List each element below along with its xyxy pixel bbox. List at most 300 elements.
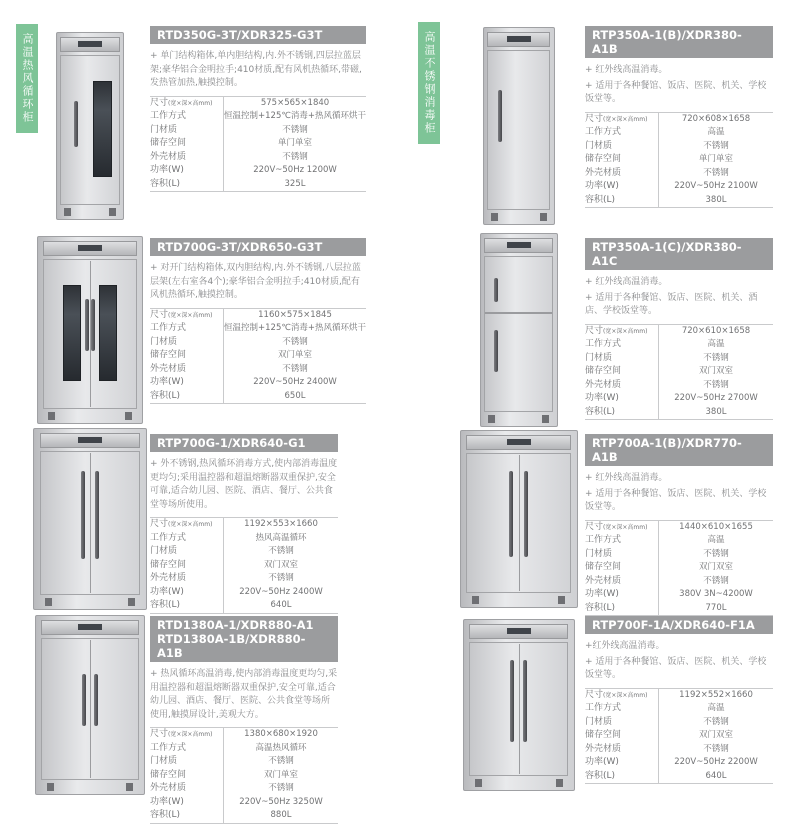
spec-row	[585, 770, 773, 784]
spec-label: 工作方式	[585, 703, 622, 713]
spec-label: 容积(L)	[585, 770, 616, 781]
product-image	[400, 233, 585, 427]
spec-value: 高温	[658, 126, 773, 140]
spec-value: 720×608×1658	[658, 113, 773, 127]
door-divider	[485, 312, 552, 314]
spec-label: 工作方式	[150, 323, 187, 333]
spec-label: 工作方式	[585, 339, 622, 349]
spec-label-sub: (宽×深×高mm)	[168, 99, 213, 107]
spec-row	[585, 521, 773, 535]
spec-label: 外壳材质	[585, 167, 622, 178]
spec-row	[150, 769, 338, 783]
product-card	[400, 428, 800, 613]
cabinet-illustration	[35, 615, 145, 795]
cabinet-foot	[542, 415, 549, 423]
spec-value: 单门单室	[223, 137, 366, 151]
cabinet-foot	[472, 596, 479, 604]
spec-row	[585, 575, 773, 589]
door-handle	[91, 299, 95, 351]
product-model-bar	[585, 434, 773, 466]
spec-label: 功率(W)	[150, 586, 184, 597]
spec-row	[585, 194, 773, 208]
product-description	[150, 458, 338, 512]
description-line: + 单门结构箱体,单内胆结构,内.外不锈钢,四层拉蓝层架;豪华铝合金明拉手;410材质,配有风机热循环,带磁,发热管加热,触摸控制。	[150, 51, 362, 88]
spec-value: 不锈钢	[223, 782, 338, 796]
spec-label: 功率(W)	[150, 796, 184, 807]
spec-label: 储存空间	[150, 350, 187, 360]
control-panel	[41, 620, 138, 635]
product-info	[150, 20, 366, 192]
spec-row	[150, 586, 338, 600]
spec-value: 双门单室	[223, 349, 366, 363]
product-model-bar	[150, 434, 338, 452]
spec-value: 高温	[658, 702, 773, 716]
description-line: + 外不锈钢,热风循环消毒方式,使内部消毒温度更均匀;采用温控器和超温熔断器双重保护,安全可靠,适合幼儿园、医院、酒店、餐厅、公共食堂等场所使用。	[150, 459, 338, 510]
spec-label: 储存空间	[150, 769, 187, 780]
spec-label: 尺寸(宽×深×高mm)	[585, 689, 648, 700]
spec-label-sub: (宽×深×高mm)	[168, 311, 213, 319]
product-info	[150, 232, 366, 404]
spec-label: 功率(W)	[150, 377, 184, 387]
spec-row	[585, 729, 773, 743]
product-model-bar	[150, 616, 338, 662]
spec-row	[585, 325, 773, 339]
spec-value: 380L	[658, 194, 773, 208]
spec-label: 功率(W)	[150, 165, 184, 175]
spec-label: 容积(L)	[585, 194, 616, 205]
description-line: + 红外线高温消毒。	[585, 277, 668, 287]
display-screen	[507, 628, 531, 634]
door-window	[63, 285, 81, 381]
cabinet-foot	[109, 208, 116, 216]
product-card	[0, 428, 400, 610]
spec-value: 不锈钢	[223, 151, 366, 165]
spec-label: 尺寸(宽×深×高mm)	[150, 729, 213, 739]
spec-value: 热风高温循环	[223, 532, 338, 546]
door-window	[99, 285, 117, 381]
spec-label: 外壳材质	[150, 783, 187, 793]
description-line: +红外线高温消毒。	[585, 641, 665, 651]
product-image	[400, 619, 585, 791]
spec-value: 不锈钢	[658, 743, 773, 757]
model-number: RTP350A-1(B)/XDR380-A1B	[592, 28, 742, 56]
spec-value: 不锈钢	[658, 548, 773, 562]
spec-label: 门材质	[585, 716, 613, 727]
spec-row	[585, 588, 773, 602]
spec-row	[585, 406, 773, 420]
display-screen	[78, 245, 102, 251]
spec-row	[585, 689, 773, 703]
spec-row	[585, 167, 773, 181]
cabinet-foot	[47, 783, 54, 791]
spec-row	[150, 782, 338, 796]
spec-row	[585, 756, 773, 770]
product-info	[585, 610, 773, 784]
spec-row	[150, 309, 366, 323]
door-handle	[494, 330, 498, 372]
cabinet-illustration	[463, 619, 575, 791]
catalog-column-right	[400, 0, 800, 800]
product-description	[585, 276, 773, 319]
cabinet-foot	[558, 596, 565, 604]
cabinet-foot	[491, 213, 498, 221]
spec-row	[150, 322, 366, 336]
spec-row	[585, 392, 773, 406]
spec-row	[585, 534, 773, 548]
model-number: RTP350A-1(C)/XDR380-A1C	[592, 240, 742, 268]
spec-value: 双门单室	[223, 769, 338, 783]
model-number: RTD350G-3T/XDR325-G3T	[157, 28, 323, 42]
spec-label: 工作方式	[585, 127, 622, 137]
spec-value: 220V~50Hz 2400W	[223, 586, 338, 600]
spec-value: 220V~50Hz 2700W	[658, 392, 773, 406]
cabinet-illustration	[460, 430, 578, 608]
product-model-bar	[585, 26, 773, 58]
spec-label: 容积(L)	[150, 600, 181, 610]
spec-value: 双门双室	[658, 365, 773, 379]
spec-value: 不锈钢	[658, 716, 773, 730]
spec-row	[150, 742, 338, 756]
spec-label: 容积(L)	[585, 602, 616, 613]
spec-row	[585, 548, 773, 562]
product-card	[0, 610, 400, 820]
description-line: + 对开门结构箱体,双内胆结构,内.外不锈钢,八层拉蓝层架(左右室各4个);豪华铝合金明拉手;410材质,配有风机热循环,触摸控制。	[150, 263, 361, 300]
spec-label: 容积(L)	[150, 390, 181, 401]
product-card	[0, 232, 400, 428]
spec-row	[150, 728, 338, 742]
door-seam	[90, 640, 91, 778]
category-tab-stainless-disinfection[interactable]: 高温不锈钢消毒柜	[418, 22, 440, 144]
spec-label: 功率(W)	[585, 589, 619, 599]
spec-table	[585, 112, 773, 209]
product-card	[0, 20, 400, 232]
door-handle	[74, 101, 78, 147]
spec-value: 恒温控制+125℃消毒+热风循环烘干	[223, 110, 366, 124]
spec-value: 650L	[223, 390, 366, 404]
spec-value: 640L	[658, 770, 773, 784]
spec-row	[585, 113, 773, 127]
spec-row	[150, 137, 366, 151]
door-handle	[509, 471, 513, 557]
spec-value: 不锈钢	[658, 379, 773, 393]
spec-value: 不锈钢	[658, 140, 773, 154]
product-description	[585, 640, 773, 683]
spec-row	[150, 559, 338, 573]
control-panel	[40, 433, 141, 448]
product-info	[585, 20, 773, 208]
model-number: RTP700A-1(B)/XDR770-A1B	[592, 436, 742, 464]
spec-row	[150, 809, 338, 823]
display-screen	[507, 242, 531, 248]
spec-table	[150, 517, 338, 614]
spec-row	[150, 124, 366, 138]
cabinet-illustration	[56, 32, 124, 220]
spec-value: 1160×575×1845	[223, 309, 366, 323]
door-handle	[494, 278, 498, 302]
spec-label: 工作方式	[150, 111, 187, 121]
product-card	[400, 20, 800, 232]
product-card	[400, 232, 800, 428]
door-handle	[510, 660, 514, 742]
spec-label-sub: (宽×深×高mm)	[603, 327, 648, 335]
spec-label: 门材质	[150, 756, 178, 766]
cabinet-foot	[475, 779, 482, 787]
spec-label-sub: (宽×深×高mm)	[168, 731, 213, 738]
spec-value: 不锈钢	[658, 575, 773, 589]
cabinet-foot	[48, 412, 55, 420]
spec-value: 单门单室	[658, 153, 773, 167]
control-panel	[466, 435, 570, 450]
spec-value: 640L	[223, 599, 338, 613]
product-description	[150, 262, 366, 303]
spec-label: 尺寸(宽×深×高mm)	[150, 309, 213, 320]
description-line: + 红外线高温消毒。	[585, 473, 668, 483]
description-line: + 适用于各种餐馆、饭店、医院、机关、学校饭堂等。	[585, 488, 767, 512]
spec-row	[150, 390, 366, 404]
display-screen	[78, 624, 102, 630]
door-seam	[90, 453, 91, 593]
spec-row	[150, 545, 338, 559]
display-screen	[507, 36, 531, 42]
catalog-column-left	[0, 0, 400, 820]
spec-label-sub: (宽×深×高mm)	[603, 691, 648, 699]
display-screen	[507, 439, 531, 445]
spec-value: 380V 3N~4200W	[658, 588, 773, 602]
spec-row	[585, 702, 773, 716]
spec-value: 恒温控制+125℃消毒+热风循环烘干	[223, 322, 366, 336]
spec-row	[150, 97, 366, 111]
spec-value: 高温热风循环	[223, 742, 338, 756]
door-handle	[95, 471, 99, 559]
cabinet-illustration	[37, 236, 143, 424]
door-handle	[498, 90, 502, 142]
spec-label: 储存空间	[150, 138, 187, 148]
spec-value: 不锈钢	[223, 572, 338, 586]
category-tab-hot-air-circulation[interactable]: 高温热风循环柜	[16, 24, 38, 133]
control-panel	[469, 624, 568, 639]
spec-row	[150, 518, 338, 532]
product-card	[400, 610, 800, 800]
spec-value: 高温	[658, 534, 773, 548]
control-panel	[43, 241, 137, 256]
spec-value: 1440×610×1655	[658, 521, 773, 535]
product-description	[150, 50, 366, 91]
spec-label: 门材质	[585, 140, 613, 151]
product-description	[585, 64, 773, 107]
spec-label: 工作方式	[150, 742, 187, 753]
door-seam	[519, 455, 520, 591]
model-number: RTP700G-1/XDR640-G1	[157, 436, 306, 450]
spec-label-sub: (宽×深×高mm)	[603, 523, 648, 531]
door-handle	[81, 471, 85, 559]
spec-label-sub: (宽×深×高mm)	[603, 115, 648, 123]
spec-label: 储存空间	[585, 366, 622, 376]
spec-label-sub: (宽×深×高mm)	[168, 521, 213, 528]
cabinet-illustration	[483, 27, 555, 225]
door-handle	[523, 660, 527, 742]
spec-table	[150, 308, 366, 405]
spec-label: 尺寸(宽×深×高mm)	[150, 97, 213, 108]
cabinet-foot	[540, 213, 547, 221]
product-description	[150, 668, 338, 722]
spec-value: 不锈钢	[658, 167, 773, 181]
spec-table	[150, 727, 338, 824]
spec-row	[150, 110, 366, 124]
spec-row	[150, 755, 338, 769]
cabinet-foot	[556, 779, 563, 787]
door-window	[93, 81, 112, 177]
spec-label: 门材质	[585, 352, 613, 363]
spec-value: 不锈钢	[658, 352, 773, 366]
door-handle	[85, 299, 89, 351]
spec-label: 尺寸(宽×深×高mm)	[585, 325, 648, 336]
spec-row	[585, 716, 773, 730]
spec-label: 尺寸(宽×深×高mm)	[585, 113, 648, 124]
model-number: RTP700F-1A/XDR640-F1A	[592, 618, 755, 632]
spec-label: 门材质	[150, 124, 178, 135]
spec-label: 门材质	[150, 546, 178, 556]
spec-label: 外壳材质	[150, 363, 187, 374]
spec-row	[585, 153, 773, 167]
spec-label: 功率(W)	[585, 181, 619, 191]
spec-row	[150, 376, 366, 390]
product-model-bar	[585, 616, 773, 634]
spec-label: 容积(L)	[150, 178, 181, 189]
spec-label: 外壳材质	[585, 575, 622, 586]
control-panel	[60, 37, 119, 52]
spec-row	[585, 180, 773, 194]
cabinet-foot	[488, 415, 495, 423]
product-info	[150, 610, 338, 824]
model-number: RTD700G-3T/XDR650-G3T	[157, 240, 323, 254]
spec-row	[585, 140, 773, 154]
spec-row	[585, 743, 773, 757]
spec-value: 双门双室	[658, 561, 773, 575]
product-info	[150, 428, 338, 614]
spec-row	[150, 572, 338, 586]
product-info	[585, 232, 773, 420]
spec-value: 220V~50Hz 2200W	[658, 756, 773, 770]
product-image	[0, 615, 150, 795]
model-number: RTD1380A-1/XDR880-A1	[157, 618, 314, 632]
spec-label: 储存空间	[585, 562, 622, 572]
door-handle	[94, 674, 98, 726]
spec-value: 1192×552×1660	[658, 689, 773, 703]
spec-table	[150, 96, 366, 193]
spec-table	[585, 688, 773, 785]
cabinet-illustration	[33, 428, 147, 610]
spec-table	[585, 324, 773, 421]
description-line: + 适用于各种餐馆、饭店、医院、机关、学校饭堂等。	[585, 80, 767, 104]
cabinet-illustration	[480, 233, 558, 427]
spec-value: 不锈钢	[223, 124, 366, 138]
spec-label: 尺寸(宽×深×高mm)	[585, 521, 648, 532]
spec-value: 不锈钢	[223, 363, 366, 377]
cabinet-foot	[45, 598, 52, 606]
spec-value: 720×610×1658	[658, 325, 773, 339]
spec-row	[585, 126, 773, 140]
product-model-bar	[150, 238, 366, 256]
spec-value: 不锈钢	[223, 755, 338, 769]
door-handle	[524, 471, 528, 557]
spec-row	[150, 164, 366, 178]
spec-label: 储存空间	[585, 154, 622, 164]
description-line: + 适用于各种餐馆、饭店、医院、机关、酒店、学校饭堂等。	[585, 292, 758, 316]
spec-row	[585, 379, 773, 393]
spec-value: 880L	[223, 809, 338, 823]
description-line: + 热风循环高温消毒,使内部消毒温度更均匀,采用温控器和超温熔断器双重保护,安全可靠,适合幼儿园、酒店、餐厅、医院、公共食堂等场所使用,触摸屏设计,美观大方。	[150, 669, 338, 720]
spec-label: 储存空间	[585, 730, 622, 740]
spec-value: 不锈钢	[223, 545, 338, 559]
cabinet-foot	[64, 208, 71, 216]
spec-row	[150, 336, 366, 350]
spec-value: 575×565×1840	[223, 97, 366, 111]
spec-value: 双门双室	[223, 559, 338, 573]
door-seam	[519, 644, 520, 774]
spec-label: 功率(W)	[585, 393, 619, 403]
product-model-bar	[585, 238, 773, 270]
display-screen	[78, 41, 102, 47]
spec-label: 外壳材质	[585, 743, 622, 754]
spec-value: 770L	[658, 602, 773, 616]
product-model-bar	[150, 26, 366, 44]
spec-label: 外壳材质	[150, 573, 187, 583]
description-line: + 红外线高温消毒。	[585, 65, 668, 75]
spec-label: 工作方式	[150, 532, 187, 543]
spec-label: 门材质	[585, 548, 613, 559]
spec-row	[150, 363, 366, 377]
spec-row	[150, 178, 366, 192]
spec-value: 220V~50Hz 2100W	[658, 180, 773, 194]
spec-label: 尺寸(宽×深×高mm)	[150, 519, 213, 529]
spec-row	[150, 796, 338, 810]
spec-value: 220V~50Hz 3250W	[223, 796, 338, 810]
spec-value: 380L	[658, 406, 773, 420]
spec-value: 双门双室	[658, 729, 773, 743]
cabinet-door	[487, 50, 550, 210]
spec-row	[150, 349, 366, 363]
spec-value: 1380×680×1920	[223, 728, 338, 742]
spec-row	[585, 352, 773, 366]
spec-row	[150, 532, 338, 546]
product-description	[585, 472, 773, 515]
spec-label: 外壳材质	[585, 379, 622, 390]
spec-row	[585, 561, 773, 575]
cabinet-foot	[128, 598, 135, 606]
product-image	[0, 428, 150, 610]
spec-label: 外壳材质	[150, 151, 187, 162]
spec-label: 工作方式	[585, 535, 622, 545]
cabinet-foot	[126, 783, 133, 791]
product-image	[400, 430, 585, 608]
description-line: + 适用于各种餐馆、饭店、医院、机关、学校饭堂等。	[585, 656, 767, 680]
spec-value: 1192×553×1660	[223, 518, 338, 532]
display-screen	[78, 437, 102, 443]
product-image	[0, 236, 150, 424]
control-panel	[487, 32, 550, 47]
spec-table	[585, 520, 773, 617]
spec-row	[150, 151, 366, 165]
spec-value: 325L	[223, 178, 366, 192]
spec-label: 门材质	[150, 336, 178, 347]
spec-value: 220V~50Hz 2400W	[223, 376, 366, 390]
model-number: RTD1380A-1B/XDR880-A1B	[157, 632, 306, 660]
spec-row	[585, 365, 773, 379]
spec-label: 容积(L)	[585, 406, 616, 417]
product-info	[585, 428, 773, 616]
spec-label: 容积(L)	[150, 810, 181, 820]
door-handle	[82, 674, 86, 726]
